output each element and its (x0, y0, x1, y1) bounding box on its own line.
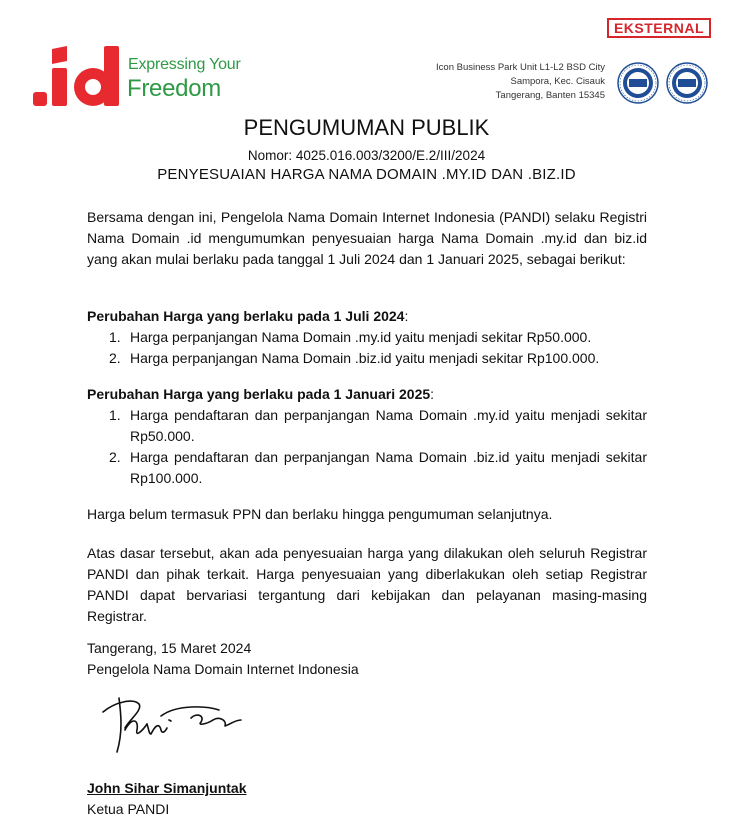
organization-name: Pengelola Nama Domain Internet Indonesia (87, 661, 359, 677)
iso-9001-seal-icon (617, 62, 659, 104)
handwritten-signature-icon (95, 690, 255, 760)
tax-note: Harga belum termasuk PPN dan berlaku hingga pengumuman selanjutnya. (87, 506, 553, 522)
closing-block (87, 638, 647, 680)
page-title: PENGUMUMAN PUBLIK (243, 115, 490, 140)
intro-block (87, 207, 647, 270)
signer-name: John Sihar Simanjuntak (87, 780, 247, 796)
list-item (87, 447, 647, 489)
list-text: Harga perpanjangan Nama Domain .my.id yaitu menjadi sekitar Rp50.000. (130, 329, 592, 345)
list-text: Harga perpanjangan Nama Domain .biz.id yaitu menjadi sekitar Rp100.000. (130, 350, 600, 366)
section-january-2025 (87, 384, 647, 489)
price-list (87, 327, 647, 369)
dot-id-logo-icon (30, 44, 126, 110)
logo-tagline-line2: Freedom (127, 75, 221, 102)
list-number: 1. (109, 407, 121, 423)
address-line: Sampora, Kec. Cisauk (510, 76, 605, 87)
list-item (87, 405, 647, 447)
logo-tagline-line1: Expressing Your (128, 56, 241, 73)
document-number: Nomor: 4025.016.003/3200/E.2/III/2024 (247, 148, 486, 163)
list-item (87, 327, 647, 348)
list-number: 2. (109, 350, 121, 366)
signer-block (87, 778, 647, 820)
signer-position: Ketua PANDI (87, 801, 170, 817)
conditions-block (87, 543, 647, 627)
list-item (87, 348, 647, 369)
place-date: Tangerang, 15 Maret 2024 (87, 640, 252, 656)
section-heading-row (87, 306, 647, 327)
address-line: Tangerang, Banten 15345 (495, 90, 605, 101)
intro-paragraph: Bersama dengan ini, Pengelola Nama Domain Internet Indonesia (PANDI) selaku Registri Nama Domain .id mengumumkan penyesuaian harga Nama Domain .my.id dan biz.id yang akan mulai berlaku pada tanggal 1 Juli 2024 dan 1 Januari 2025, sebagai berikut: (87, 209, 647, 267)
list-number: 1. (109, 329, 121, 345)
section-heading: Perubahan Harga yang berlaku pada 1 Juli 2024 (87, 308, 405, 324)
iso-27001-seal-icon (666, 62, 708, 104)
section-july-2024 (87, 306, 647, 369)
address-line: Icon Business Park Unit L1-L2 BSD City (436, 62, 605, 73)
section-heading: Perubahan Harga yang berlaku pada 1 Januari 2025 (87, 386, 431, 402)
list-text: Harga pendaftaran dan perpanjangan Nama Domain .biz.id yaitu menjadi sekitar Rp100.000. (130, 449, 647, 486)
heading-colon: : (430, 386, 435, 402)
section-heading-row (87, 384, 647, 405)
price-list (87, 405, 647, 489)
conditions-paragraph: Atas dasar tersebut, akan ada penyesuaian harga yang dilakukan oleh seluruh Registrar PANDI dan pihak terkait. Harga penyesuaian yang diberlakukan oleh setiap Registrar PANDI dapat bervariasi tergantung dari kebijakan dan pelayanan masing-masing Registrar. (87, 545, 647, 624)
tax-note-block (87, 504, 647, 525)
pandi-logo (30, 44, 240, 110)
list-number: 2. (109, 449, 121, 465)
heading-colon: : (404, 308, 409, 324)
document-subject: PENYESUAIAN HARGA NAMA DOMAIN .MY.ID DAN .BIZ.ID (157, 166, 576, 183)
external-badge: EKSTERNAL (607, 18, 711, 38)
list-text: Harga pendaftaran dan perpanjangan Nama Domain .my.id yaitu menjadi sekitar Rp50.000. (130, 407, 647, 444)
company-address (436, 61, 605, 103)
